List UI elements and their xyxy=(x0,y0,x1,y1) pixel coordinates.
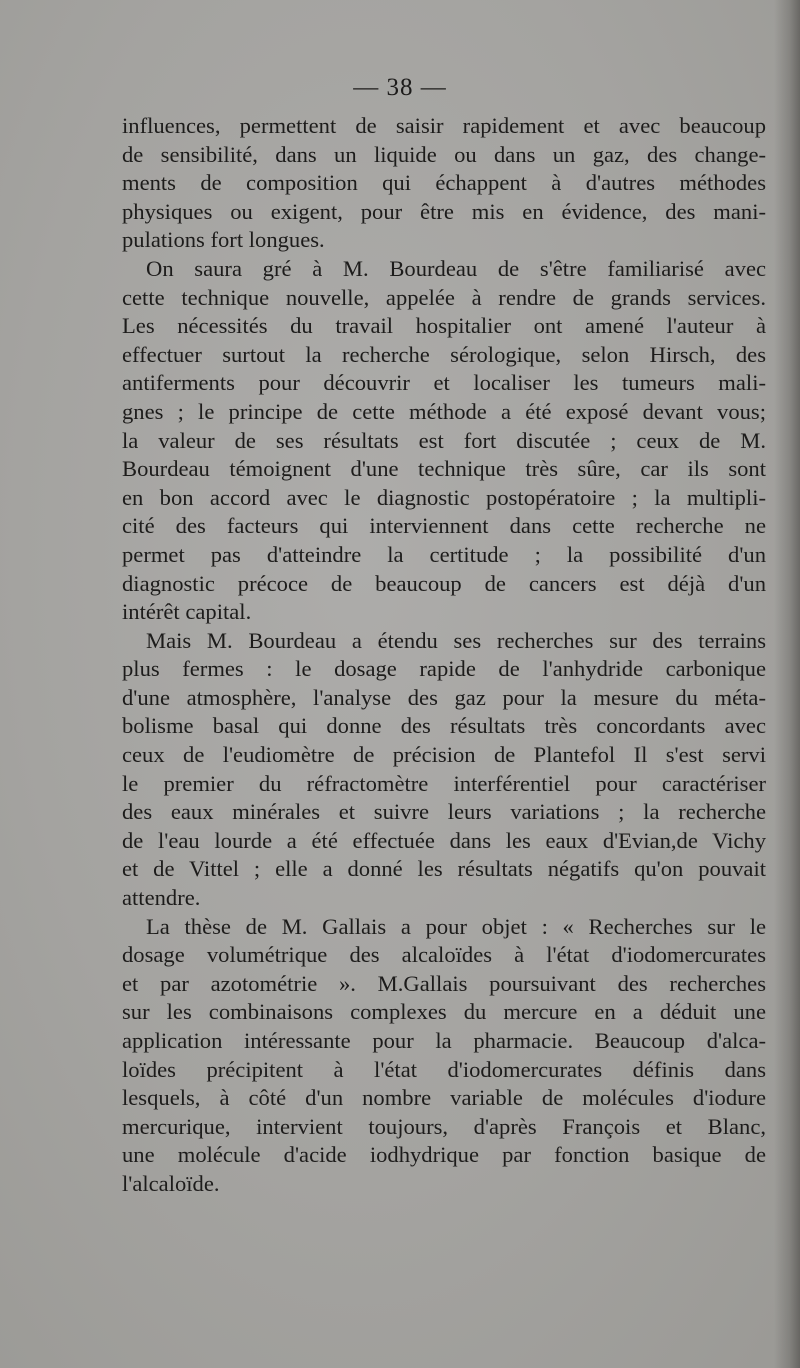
text-line: gnes ; le principe de cette méthode a été exposé devant vous; xyxy=(122,398,766,424)
text-line: Mais M. Bourdeau a étendu ses recherches sur des terrains xyxy=(146,627,766,653)
text-line: et de Vittel ; elle a donné les résultats négatifs qu'on pouvait xyxy=(122,856,766,882)
body-text xyxy=(122,112,766,1199)
text-line: le premier du réfractomètre interférentiel pour caractériser xyxy=(122,770,766,796)
text-line: application intéressante pour la pharmacie. Beaucoup d'alca- xyxy=(122,1028,766,1053)
text-line: plus fermes : le dosage rapide de l'anhydride carbonique xyxy=(122,656,766,682)
text-line: de l'eau lourde a été effectuée dans les eaux d'Evian,de Vichy xyxy=(122,827,766,853)
text-line: en bon accord avec le diagnostic postopératoire ; la multipli- xyxy=(122,484,766,510)
text-line: Les nécessités du travail hospitalier ont amené l'auteur à xyxy=(122,313,766,339)
text-line: d'une atmosphère, l'analyse des gaz pour la mesure du méta- xyxy=(122,684,766,710)
text-line: physiques ou exigent, pour être mis en évidence, des mani- xyxy=(122,198,766,224)
text-line: On saura gré à M. Bourdeau de s'être familiarisé avec xyxy=(146,255,766,281)
text-line: la valeur de ses résultats est fort discutée ; ceux de M. xyxy=(122,427,766,453)
text-line: ments de composition qui échappent à d'autres méthodes xyxy=(122,170,766,196)
text-line: attendre. xyxy=(122,885,201,911)
text-line: diagnostic précoce de beaucoup de cancers est déjà d'un xyxy=(122,570,766,596)
text-line: influences, permettent de saisir rapidement et avec beaucoup xyxy=(122,113,766,138)
text-line: lesquels, à côté d'un nombre variable de molécules d'iodure xyxy=(122,1085,766,1111)
text-line: l'alcaloïde. xyxy=(122,1170,220,1196)
text-line: ceux de l'eudiomètre de précision de Plantefol Il s'est servi xyxy=(122,742,766,768)
text-line: et par azotométrie ». M.Gallais poursuivant des recherches xyxy=(122,970,766,996)
text-line: une molécule d'acide iodhydrique par fonction basique de xyxy=(122,1142,766,1168)
text-line: bolisme basal qui donne des résultats très concordants avec xyxy=(122,713,766,739)
text-line: dosage volumétrique des alcaloïdes à l'état d'iodomercurates xyxy=(122,942,766,968)
text-line: Bourdeau témoignent d'une technique très sûre, car ils sont xyxy=(122,456,766,482)
text-line: des eaux minérales et suivre leurs variations ; la recherche xyxy=(122,799,766,825)
text-line: pulations fort longues. xyxy=(122,227,325,253)
text-line: de sensibilité, dans un liquide ou dans un gaz, des change- xyxy=(122,141,766,167)
text-line: effectuer surtout la recherche sérologique, selon Hirsch, des xyxy=(122,341,766,367)
text-line: mercurique, intervient toujours, d'après François et Blanc, xyxy=(122,1113,766,1139)
text-line: loïdes précipitent à l'état d'iodomercurates définis dans xyxy=(122,1056,766,1082)
text-line: intérêt capital. xyxy=(122,599,252,625)
text-line: cette technique nouvelle, appelée à rendre de grands services. xyxy=(122,284,766,310)
text-line: La thèse de M. Gallais a pour objet : « Recherches sur le xyxy=(146,913,766,939)
page-number: — 38 — xyxy=(353,74,447,101)
text-line: antiferments pour découvrir et localiser les tumeurs mali- xyxy=(122,370,766,396)
text-line: permet pas d'atteindre la certitude ; la possibilité d'un xyxy=(122,541,766,567)
text-line: cité des facteurs qui interviennent dans cette recherche ne xyxy=(122,513,766,539)
text-line: sur les combinaisons complexes du mercure en a déduit une xyxy=(122,999,766,1025)
